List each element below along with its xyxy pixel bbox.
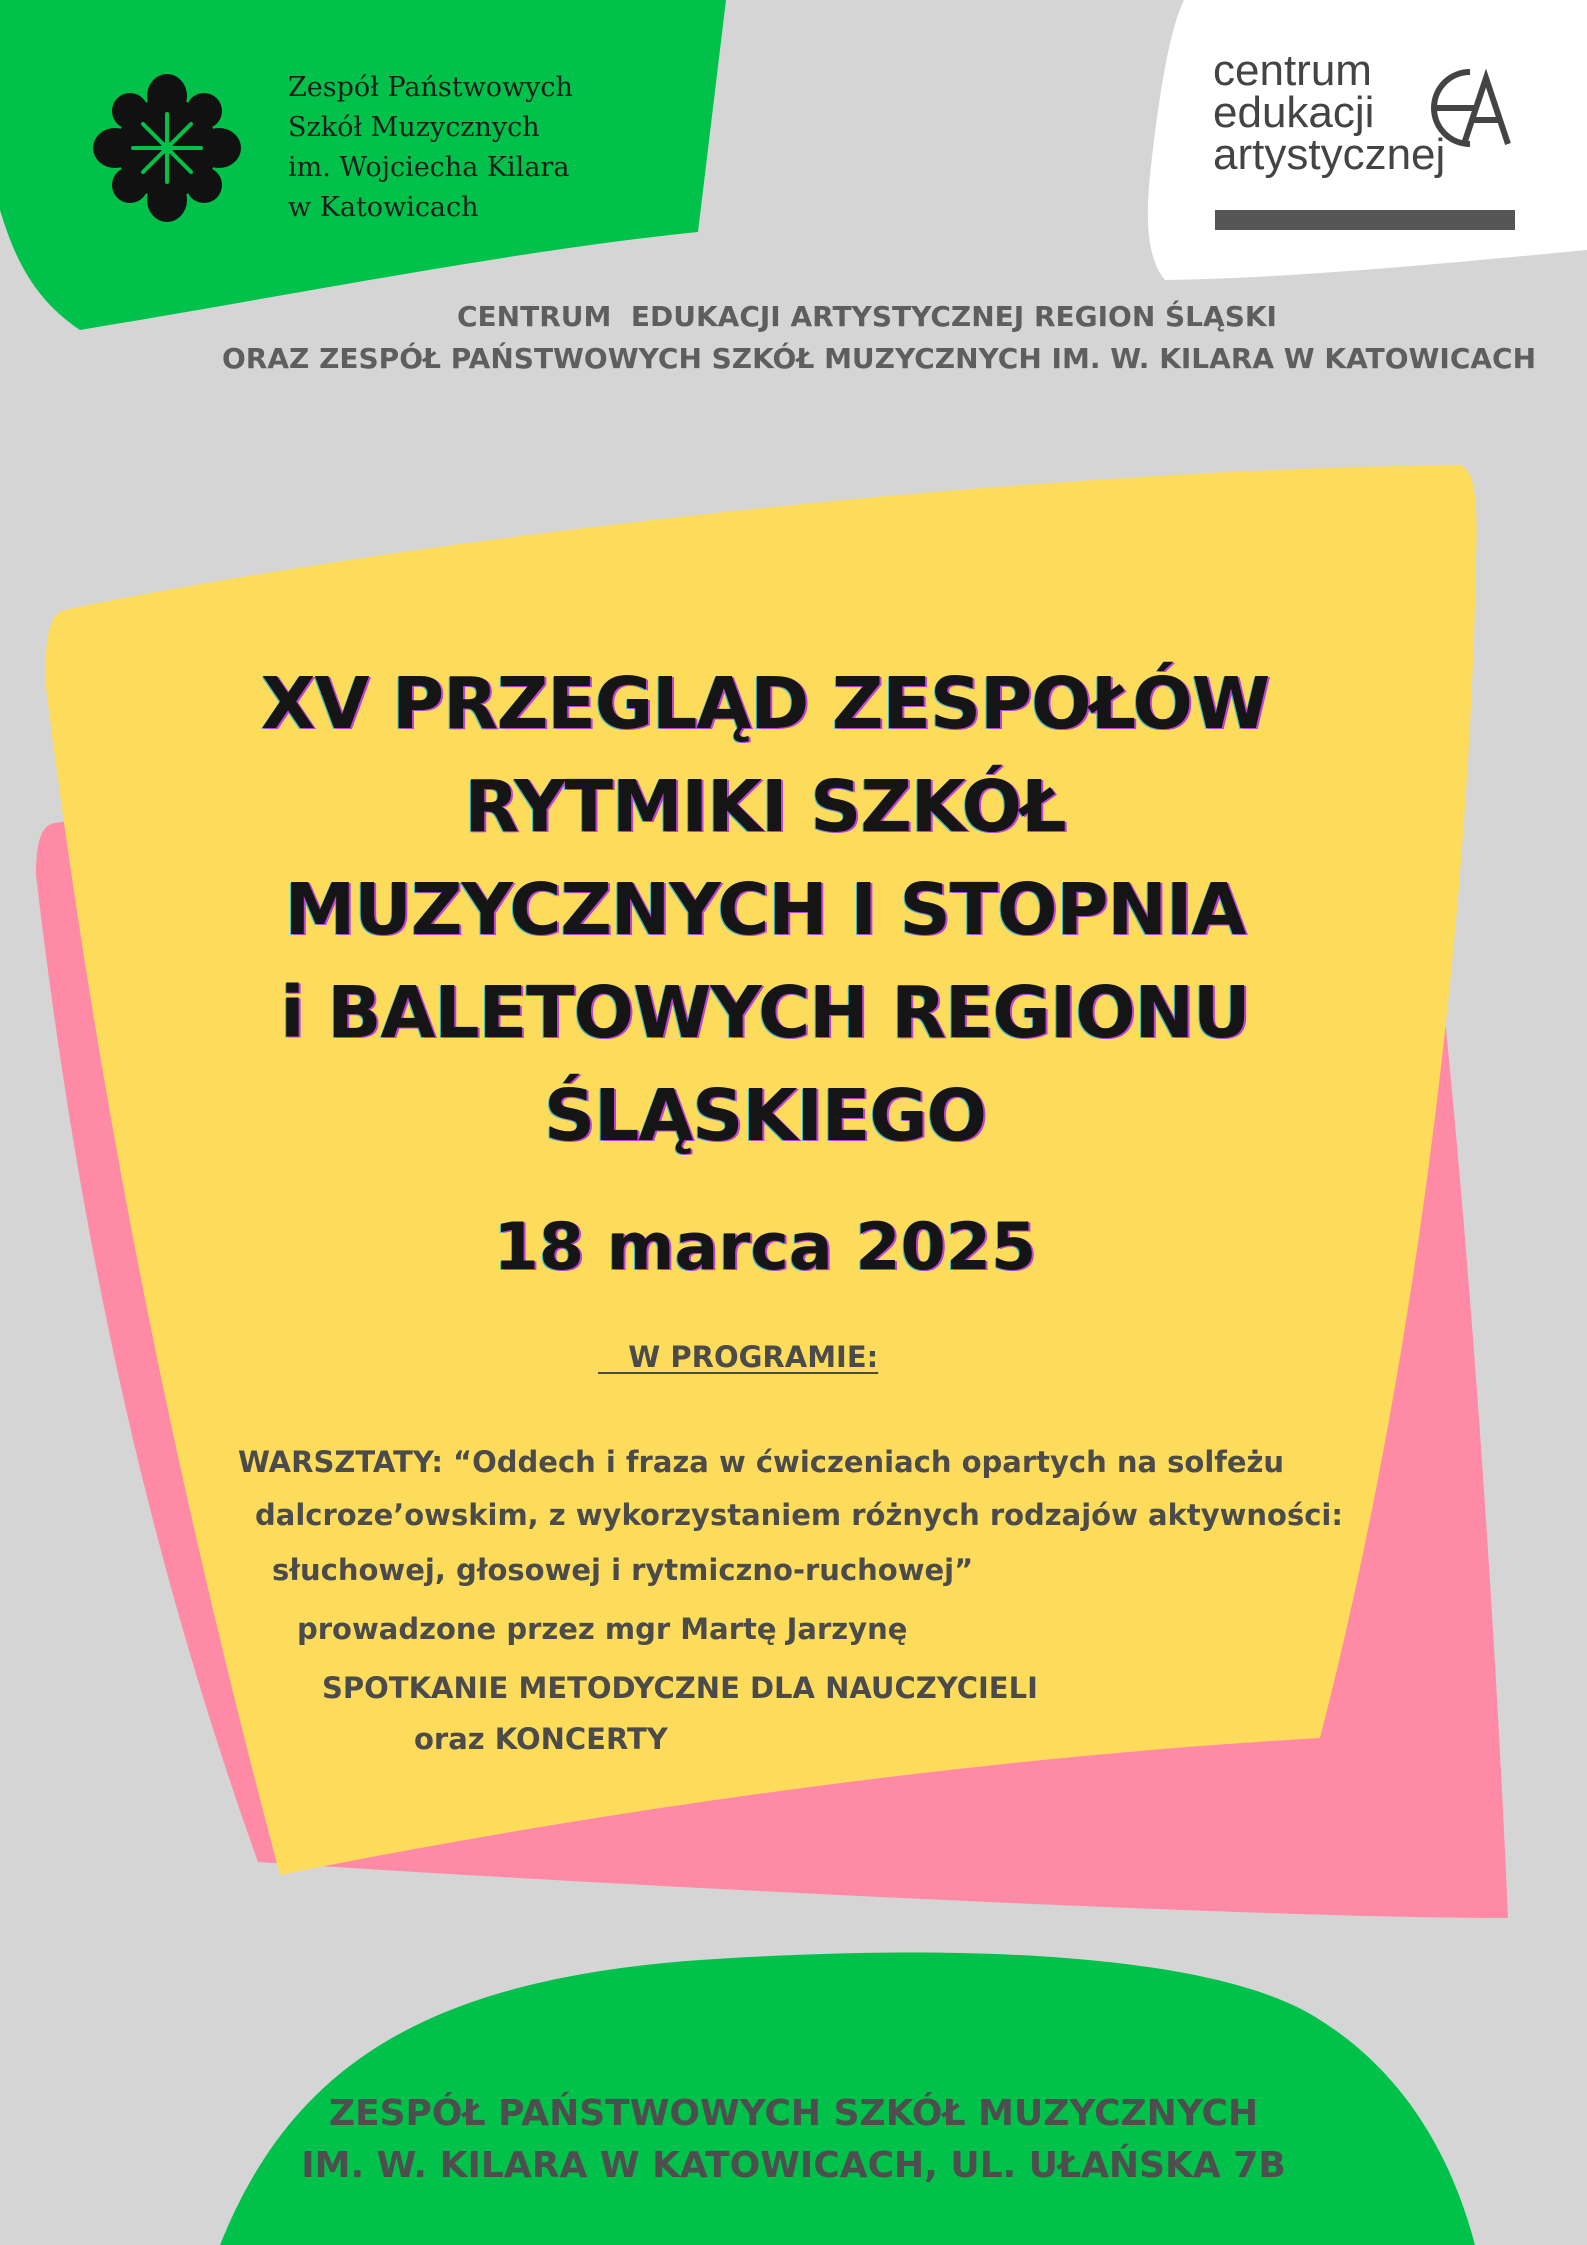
event-title-line: RYTMIKI SZKÓŁ (464, 765, 1066, 848)
flower-emblem-icon (93, 74, 241, 222)
program-line: SPOTKANIE METODYCZNE DLA NAUCZYCIELI (322, 1671, 1038, 1705)
program-line: oraz KONCERTY (414, 1722, 668, 1756)
event-title-line: ŚLĄSKIEGO (543, 1074, 987, 1157)
event-title-line: MUZYCZNYCH I STOPNIA (284, 868, 1246, 951)
event-title-line: i BALETOWYCH REGIONU (280, 971, 1250, 1054)
event-title-line: XV PRZEGLĄD ZESPOŁÓW (260, 662, 1270, 745)
venue-address (0, 2088, 1587, 2192)
event-title (220, 652, 1310, 1167)
event-date: 18 marca 2025 (493, 1210, 1037, 1285)
program-line: WARSZTATY: “Oddech i fraza w ćwiczeniach opartych na solfeżu (238, 1445, 1285, 1479)
cea-logo-line: artystycznej (1213, 130, 1446, 179)
program-line: prowadzone przez mgr Martę Jarzynę (297, 1612, 908, 1646)
program-line: słuchowej, głosowej i rytmiczno-ruchowej” (272, 1553, 974, 1587)
organizer-line: ORAZ ZESPÓŁ PAŃSTWOWYCH SZKÓŁ MUZYCZNYCH IM. W. KILARA W KATOWICACH (222, 342, 1537, 375)
address-line: ZESPÓŁ PAŃSTWOWYCH SZKÓŁ MUZYCZNYCH (328, 2093, 1259, 2134)
cea-logo-line: centrum (1213, 46, 1372, 95)
cea-monogram-icon (1404, 58, 1516, 158)
school-logo-line: Szkół Muzycznych (288, 112, 540, 143)
cea-logo-line: edukacji (1213, 88, 1375, 137)
school-logo-line: Zespół Państwowych (288, 72, 573, 103)
school-logo-line: im. Wojciecha Kilara (288, 152, 570, 183)
program-heading: W PROGRAMIE: (598, 1340, 879, 1374)
school-logo-text (288, 68, 573, 228)
school-logo-line: w Katowicach (288, 192, 479, 223)
cea-logo-underline (1215, 210, 1515, 230)
address-line: IM. W. KILARA W KATOWICACH, UL. UŁAŃSKA 7B (301, 2145, 1286, 2186)
organizer-line: CENTRUM EDUKACJI ARTYSTYCZNEJ REGION ŚLĄSKI (457, 300, 1277, 333)
program-line: dalcroze’owskim, z wykorzystaniem różnych rodzajów aktywności: (255, 1498, 1343, 1532)
